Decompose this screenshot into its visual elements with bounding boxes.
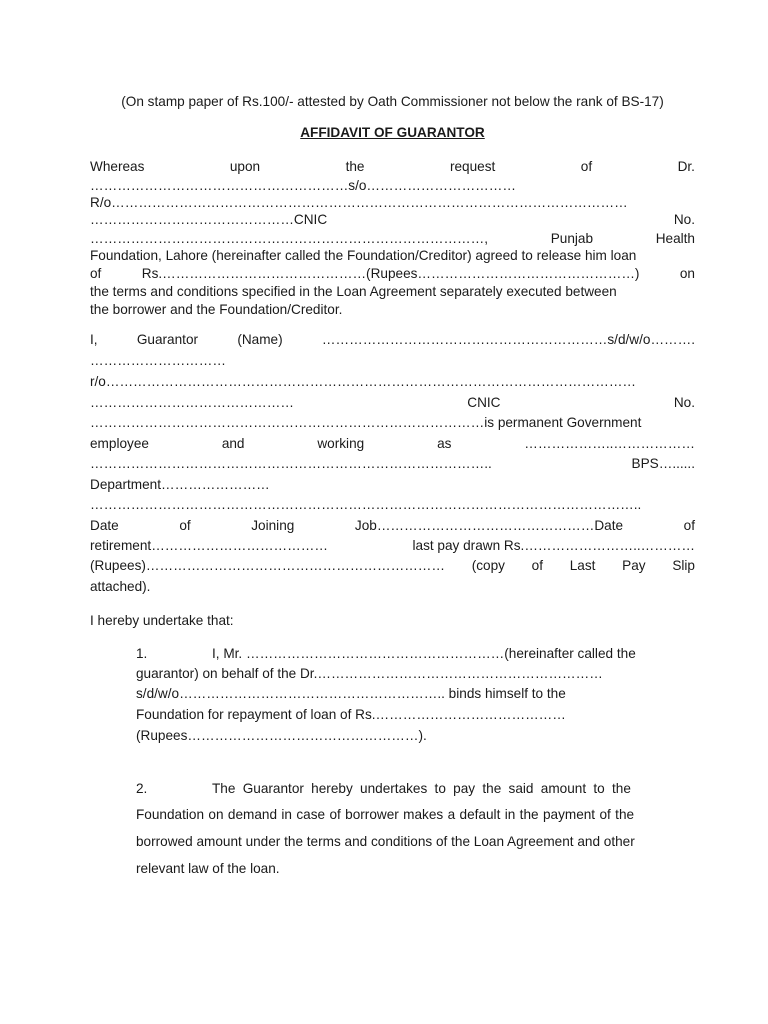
word: last pay drawn Rs.……………………..………… <box>412 538 695 553</box>
item-2-line-1-text: The Guarantor hereby undertakes to pay the said amount to the <box>212 781 631 796</box>
guarantor-line-8: Department…………………… <box>90 477 270 492</box>
word: Dr. <box>677 159 695 174</box>
word: of <box>683 518 695 533</box>
item-number: 1. <box>136 646 148 661</box>
word: Job…………………………………………Date <box>354 518 624 533</box>
word: of <box>531 558 544 573</box>
guarantor-line-1 <box>90 331 695 349</box>
item-1-line-2: guarantor) on behalf of the Dr.……………………………………………………… <box>136 666 603 681</box>
word: Slip <box>672 558 695 573</box>
word: retirement………………………………… <box>90 538 328 553</box>
word: I, <box>90 332 98 347</box>
guarantor-line-11 <box>90 537 695 555</box>
word: Punjab <box>550 231 594 246</box>
guarantor-line-9: ………………………………………………………………………………………………………….. <box>90 497 642 512</box>
word: employee <box>90 436 149 451</box>
word: Last <box>569 558 596 573</box>
word: on <box>679 266 695 281</box>
whereas-line-9: the borrower and the Foundation/Creditor. <box>90 302 343 317</box>
word: ……………………………………………………………………………, <box>90 231 488 246</box>
whereas-line-6: Foundation, Lahore (hereinafter called the Foundation/Creditor) agreed to release him loan <box>90 248 637 263</box>
item-2-line-3: borrowed amount under the terms and conditions of the Loan Agreement and other <box>136 834 635 849</box>
whereas-line-7 <box>90 265 695 283</box>
word: of <box>90 266 102 281</box>
guarantor-line-3: r/o……………………………………………………………………………………………………… <box>90 374 637 389</box>
item-2-line-2: Foundation on demand in case of borrower makes a default in the payment of the <box>136 807 635 822</box>
word: ………………………………………CNIC <box>90 212 328 227</box>
whereas-line-2: …………………………………………………s/o…………………………… <box>90 178 516 193</box>
word: BPS…...... <box>631 456 695 471</box>
word: and <box>221 436 245 451</box>
guarantor-line-13: attached). <box>90 579 151 594</box>
guarantor-line-7 <box>90 455 695 473</box>
guarantor-line-10 <box>90 517 695 535</box>
guarantor-line-12 <box>90 557 695 575</box>
word: No. <box>673 395 695 410</box>
word: of <box>580 159 593 174</box>
word: No. <box>673 212 695 227</box>
word: Rs.………………………………………(Rupees…………………………………………) <box>141 266 640 281</box>
guarantor-line-2: ………………………… <box>90 353 226 368</box>
whereas-line-5 <box>90 230 695 248</box>
word: …………………………………………………………………………….. <box>90 456 492 471</box>
word: ………………………………………………………s/d/w/o………. <box>321 332 695 347</box>
item-2-line-1 <box>212 780 695 798</box>
item-number: 2. <box>136 781 148 796</box>
word: request <box>449 159 496 174</box>
stamp-paper-note: (On stamp paper of Rs.100/- attested by Oath Commissioner not below the rank of BS-17) <box>121 94 664 109</box>
undertake-intro: I hereby undertake that: <box>90 613 234 628</box>
word: (copy <box>471 558 505 573</box>
item-1-line-1: I, Mr. …………………………………………………(hereinafter called the <box>212 646 636 661</box>
whereas-line-8: the terms and conditions specified in the Loan Agreement separately executed between <box>90 284 617 299</box>
item-1-line-3: s/d/w/o………………………………………………….. binds himself to the <box>136 686 566 701</box>
word: (Rupees)………………………………………………………… <box>90 558 445 573</box>
whereas-line-1 <box>90 158 695 176</box>
item-1-line-4: Foundation for repayment of loan of Rs.…………………………………… <box>136 707 566 722</box>
guarantor-line-5: ……………………………………………………………………………is permanent Government <box>90 415 642 430</box>
word: Date <box>90 518 119 533</box>
guarantor-line-4 <box>90 394 695 412</box>
guarantor-line-6 <box>90 435 695 453</box>
item-2-line-4: relevant law of the loan. <box>136 861 280 876</box>
word: Guarantor <box>136 332 199 347</box>
word: Health <box>655 231 695 246</box>
document-title: AFFIDAVIT OF GUARANTOR <box>300 125 485 140</box>
whereas-line-3: R/o…………………………………………………………………………………………………… <box>90 195 628 210</box>
word: working <box>317 436 365 451</box>
item-1-line-5: (Rupees……………………………………………). <box>136 728 427 743</box>
word: the <box>345 159 365 174</box>
word: Joining <box>251 518 295 533</box>
word: Pay <box>622 558 646 573</box>
word: ……………………………………… <box>90 395 294 410</box>
word: upon <box>229 159 261 174</box>
word: Whereas <box>90 159 145 174</box>
word: of <box>179 518 191 533</box>
word: as <box>437 436 452 451</box>
word: CNIC <box>467 395 501 410</box>
whereas-line-4 <box>90 211 695 229</box>
word: ………………..……………… <box>524 436 695 451</box>
word: (Name) <box>237 332 283 347</box>
